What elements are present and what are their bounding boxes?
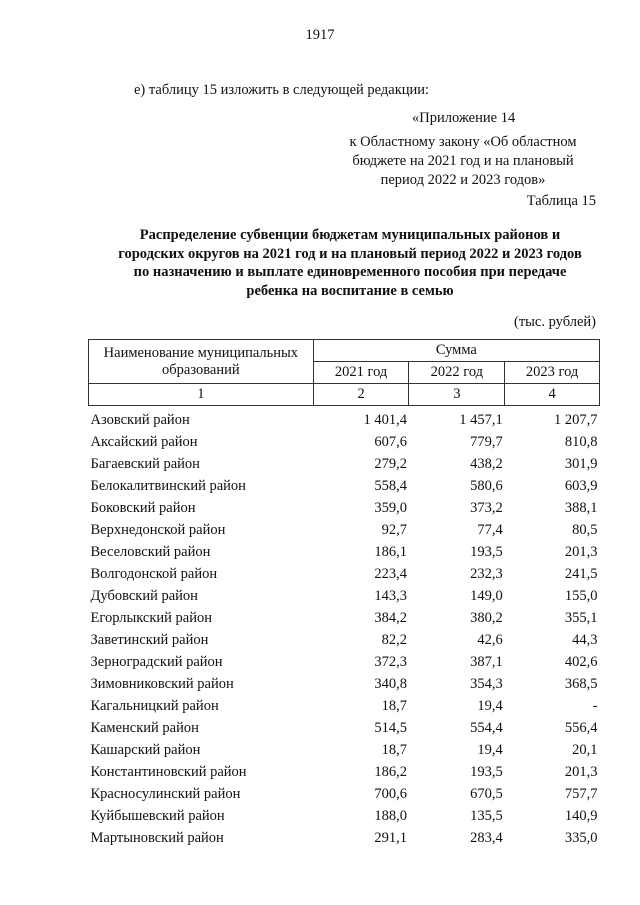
amount-2022: 779,7	[470, 433, 503, 450]
amount-2023: -	[592, 697, 598, 714]
amount-2022: 193,5	[470, 763, 503, 780]
amount-2021: 359,0	[374, 499, 407, 516]
document-title	[86, 226, 614, 300]
table-row	[89, 673, 600, 695]
instruction-text: е) таблицу 15 изложить в следующей редакции:	[134, 82, 430, 98]
amount-2023: 757,7	[564, 785, 598, 802]
amount-2023: 140,9	[564, 807, 598, 824]
table-row	[89, 827, 600, 849]
amount-2022: 1 457,1	[459, 411, 503, 428]
header-year-2022: 2022 год	[409, 362, 505, 384]
appendix-title: «Приложение 14	[412, 110, 516, 126]
amount-2021: 1 401,4	[363, 411, 407, 428]
municipality-name: Кашарский район	[90, 741, 201, 758]
amount-2023: 355,1	[564, 609, 598, 626]
appendix-line: бюджете на 2021 год и на плановый	[352, 153, 574, 169]
municipality-name: Кагальницкий район	[90, 697, 219, 714]
table-row	[89, 475, 600, 497]
amount-2021: 340,8	[374, 675, 407, 692]
amount-2021: 18,7	[381, 697, 407, 714]
amount-2021: 384,2	[374, 609, 407, 626]
municipality-name: Волгодонской район	[90, 565, 218, 582]
amount-2021: 607,6	[374, 433, 407, 450]
municipality-name: Аксайский район	[90, 433, 198, 450]
table-row	[89, 805, 600, 827]
amount-2023: 335,0	[564, 829, 598, 846]
municipality-name: Заветинский район	[90, 631, 209, 648]
page-number: 1917	[305, 27, 335, 43]
amount-2023: 155,0	[564, 587, 598, 604]
amount-2022: 42,6	[477, 631, 503, 648]
municipality-name: Веселовский район	[90, 543, 211, 560]
table-label: Таблица 15	[526, 193, 596, 209]
amount-2022: 193,5	[470, 543, 503, 560]
amount-2021: 223,4	[374, 565, 407, 582]
amount-2023: 301,9	[564, 455, 598, 472]
amount-2021: 279,2	[374, 455, 407, 472]
amount-2023: 201,3	[564, 543, 598, 560]
header-sum: Сумма	[313, 340, 599, 362]
amount-2021: 143,3	[374, 587, 407, 604]
table-header	[89, 340, 600, 406]
table-row	[89, 761, 600, 783]
table-row	[89, 739, 600, 761]
header-col-number: 4	[505, 384, 600, 406]
table-row	[89, 651, 600, 673]
amount-2021: 186,1	[374, 543, 407, 560]
municipality-name: Каменский район	[90, 719, 199, 736]
table-row	[89, 629, 600, 651]
amount-2023: 44,3	[572, 631, 598, 648]
amount-2021: 186,2	[374, 763, 407, 780]
amount-2021: 700,6	[374, 785, 407, 802]
municipality-name: Боковский район	[90, 499, 196, 516]
amount-2021: 291,1	[374, 829, 407, 846]
amount-2023: 368,5	[564, 675, 598, 692]
amount-2021: 18,7	[381, 741, 407, 758]
table-row	[89, 541, 600, 563]
table-row	[89, 783, 600, 805]
amount-2022: 354,3	[470, 675, 503, 692]
amount-2023: 80,5	[572, 521, 598, 538]
amount-2022: 387,1	[470, 653, 503, 670]
table-row	[89, 563, 600, 585]
units-label: (тыс. рублей)	[514, 314, 596, 330]
appendix-line: к Областному закону «Об областном	[349, 134, 577, 150]
table-row	[89, 453, 600, 475]
title-line: городских округов на 2021 год и на плановый период 2022 и 2023 годов	[118, 245, 582, 262]
header-municipality: Наименование муниципальных образований	[89, 340, 314, 384]
amount-2023: 241,5	[564, 565, 598, 582]
subvention-table	[88, 339, 600, 849]
municipality-name: Белокалитвинский район	[90, 477, 246, 494]
amount-2023: 20,1	[572, 741, 598, 758]
amount-2023: 201,3	[564, 763, 598, 780]
amount-2023: 1 207,7	[554, 411, 598, 428]
municipality-name: Верхнедонской район	[90, 521, 226, 538]
municipality-name: Константиновский район	[90, 763, 247, 780]
amount-2022: 380,2	[470, 609, 503, 626]
amount-2021: 188,0	[374, 807, 407, 824]
municipality-name: Куйбышевский район	[90, 807, 225, 824]
header-year-2021: 2021 год	[313, 362, 409, 384]
municipality-name: Егорлыкский район	[90, 609, 212, 626]
amount-2021: 92,7	[381, 521, 407, 538]
table-row	[89, 717, 600, 739]
amount-2023: 402,6	[564, 653, 598, 670]
table-row	[89, 519, 600, 541]
header-col-number: 3	[409, 384, 505, 406]
amount-2022: 580,6	[470, 477, 503, 494]
amount-2022: 149,0	[470, 587, 503, 604]
municipality-name: Мартыновский район	[90, 829, 224, 846]
table-row	[89, 695, 600, 717]
title-line: по назначению и выплате единовременного пособия при передаче	[133, 264, 567, 280]
header-year-2023: 2023 год	[505, 362, 600, 384]
amount-2023: 556,4	[564, 719, 598, 736]
municipality-name: Зимовниковский район	[90, 675, 234, 692]
municipality-name: Зерноградский район	[90, 653, 223, 670]
amount-2021: 514,5	[374, 719, 407, 736]
amount-2022: 670,5	[470, 785, 503, 802]
amount-2021: 372,3	[374, 653, 407, 670]
header-col-number: 1	[89, 384, 314, 406]
amount-2022: 554,4	[470, 719, 503, 736]
municipality-name: Багаевский район	[90, 455, 200, 472]
title-line: Распределение субвенции бюджетам муниципальных районов и	[139, 227, 561, 243]
table-body	[89, 406, 600, 850]
title-line: ребенка на воспитание в семью	[246, 282, 454, 299]
appendix-line: период 2022 и 2023 годов»	[380, 172, 546, 188]
amount-2023: 603,9	[564, 477, 598, 494]
table-row	[89, 431, 600, 453]
amount-2022: 283,4	[470, 829, 503, 846]
amount-2022: 135,5	[470, 807, 503, 824]
amount-2022: 438,2	[470, 455, 503, 472]
amount-2023: 810,8	[564, 433, 598, 450]
amount-2023: 388,1	[564, 499, 598, 516]
amount-2021: 82,2	[381, 631, 407, 648]
amount-2022: 19,4	[477, 741, 503, 758]
table-row	[89, 497, 600, 519]
header-col-number: 2	[313, 384, 409, 406]
amount-2022: 232,3	[470, 565, 503, 582]
amount-2022: 19,4	[477, 697, 503, 714]
table-row	[89, 406, 600, 432]
table-row	[89, 585, 600, 607]
amount-2021: 558,4	[374, 477, 407, 494]
municipality-name: Красносулинский район	[90, 785, 241, 802]
municipality-name: Дубовский район	[90, 587, 198, 604]
amount-2022: 373,2	[470, 499, 503, 516]
municipality-name: Азовский район	[90, 411, 190, 428]
appendix-reference	[330, 133, 596, 190]
amount-2022: 77,4	[477, 521, 503, 538]
table-row	[89, 607, 600, 629]
